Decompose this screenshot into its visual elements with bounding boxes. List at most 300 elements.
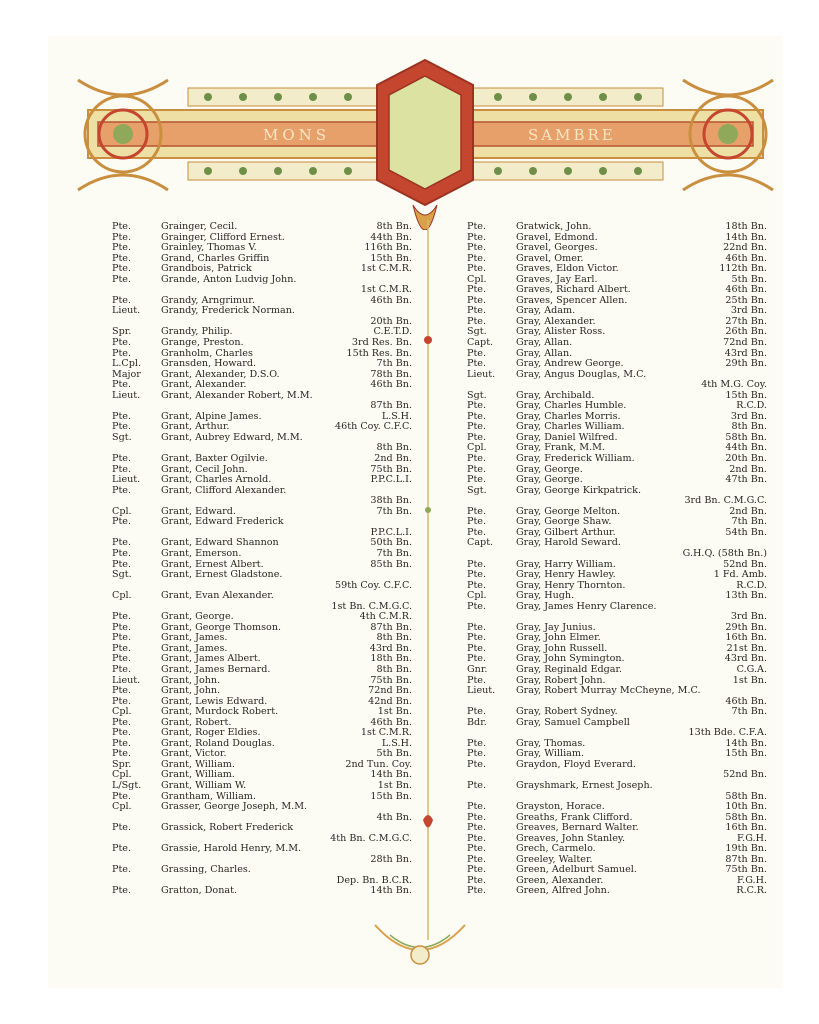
entry-rank: Pte. bbox=[112, 547, 132, 559]
roll-entry bbox=[467, 465, 767, 476]
roll-entry bbox=[112, 886, 412, 897]
entry-name: Grant, Charles Arnold. bbox=[161, 474, 272, 486]
entry-name: Grant, Roland Douglas. bbox=[161, 737, 275, 749]
roll-entry bbox=[112, 633, 412, 644]
entry-name: Gray, Samuel Campbell bbox=[516, 716, 630, 728]
entry-rank: Pte. bbox=[112, 663, 132, 675]
entry-name: Grech, Carmelo. bbox=[516, 843, 596, 855]
entry-rank: Pte. bbox=[112, 537, 132, 549]
roll-entry bbox=[112, 823, 412, 844]
entry-rank: Cpl. bbox=[112, 801, 132, 813]
entry-name: Gray, George Shaw. bbox=[516, 516, 612, 528]
banner-left-word: MONS bbox=[263, 126, 331, 144]
entry-rank: Pte. bbox=[112, 864, 132, 876]
entry-rank: Pte. bbox=[467, 853, 487, 865]
entry-name: Grant, Alexander, D.S.O. bbox=[161, 368, 280, 380]
entry-rank: Pte. bbox=[467, 421, 487, 433]
entry-unit: 72nd Bn. bbox=[368, 685, 412, 697]
roll-entry bbox=[467, 454, 767, 465]
roll-entry bbox=[467, 718, 767, 739]
entry-rank: Lieut. bbox=[467, 685, 496, 697]
entry-name: Grassick, Robert Frederick bbox=[161, 822, 294, 834]
entry-name: Grant, Victor. bbox=[161, 748, 227, 760]
roll-entry bbox=[112, 676, 412, 687]
roll-entry bbox=[467, 876, 767, 887]
roll-entry bbox=[467, 686, 767, 707]
entry-rank: Pte. bbox=[467, 653, 487, 665]
entry-name: Grant, Edward Frederick bbox=[161, 516, 284, 528]
entry-name: Green, Alfred John. bbox=[516, 885, 610, 897]
entry-name: Gray, Gilbert Arthur. bbox=[516, 526, 616, 538]
roll-entry bbox=[467, 581, 767, 592]
entry-rank: Pte. bbox=[467, 674, 487, 686]
entry-name: Gray, John Elmer. bbox=[516, 632, 601, 644]
roll-entry bbox=[112, 370, 412, 381]
entry-rank: Pte. bbox=[112, 453, 132, 465]
entry-name: Gray, Frank, M.M. bbox=[516, 442, 606, 454]
roll-entry bbox=[112, 391, 412, 412]
entry-name: Grasser, George Joseph, M.M. bbox=[161, 801, 308, 813]
entry-unit: R.C.D. bbox=[736, 579, 767, 591]
entry-rank: Pte. bbox=[112, 727, 132, 739]
entry-unit: 58th Bn. bbox=[725, 790, 767, 802]
entry-rank: Pte. bbox=[112, 685, 132, 697]
entry-name: Gray, George. bbox=[516, 474, 583, 486]
entry-name: Gray, Alexander. bbox=[516, 315, 596, 327]
illuminated-banner bbox=[58, 40, 793, 230]
entry-unit: 59th Coy. C.F.C. bbox=[335, 579, 412, 591]
entry-rank: Pte. bbox=[467, 358, 487, 370]
entry-name: Grant, Aubrey Edward, M.M. bbox=[161, 431, 303, 443]
entry-rank: Bdr. bbox=[467, 716, 487, 728]
knot-right-center bbox=[718, 124, 738, 144]
roll-entry bbox=[112, 760, 412, 771]
roll-entry bbox=[467, 665, 767, 676]
knot-left-center bbox=[113, 124, 133, 144]
entry-rank: Pte. bbox=[467, 474, 487, 486]
entry-name: Grassie, Harold Henry, M.M. bbox=[161, 843, 302, 855]
entry-unit: F.G.H. bbox=[737, 874, 767, 886]
roll-entry bbox=[467, 370, 767, 391]
roll-entry bbox=[112, 623, 412, 634]
roll-entry bbox=[112, 486, 412, 507]
roll-entry bbox=[467, 760, 767, 781]
footer-ornament bbox=[370, 905, 470, 975]
entry-name: Grayshmark, Ernest Joseph. bbox=[516, 779, 653, 791]
entry-unit: 4th C.M.R. bbox=[359, 611, 412, 623]
roll-entry bbox=[112, 275, 412, 296]
roll-entry bbox=[112, 865, 412, 886]
entry-rank: Cpl. bbox=[467, 273, 487, 285]
entry-name: Gray, Charles Humble. bbox=[516, 400, 627, 412]
entry-unit: 14th Bn. bbox=[725, 737, 767, 749]
entry-unit: G.H.Q. (58th Bn.) bbox=[682, 547, 767, 559]
entry-unit: F.G.H. bbox=[737, 832, 767, 844]
roll-entry bbox=[467, 834, 767, 845]
entry-unit: 2nd Bn. bbox=[729, 505, 767, 517]
entry-rank: Pte. bbox=[467, 252, 487, 264]
entry-name: Grandy, Frederick Norman. bbox=[161, 305, 295, 317]
entry-rank: Pte. bbox=[467, 737, 487, 749]
roll-entry bbox=[112, 644, 412, 655]
entry-rank: Pte. bbox=[112, 484, 132, 496]
roll-entry bbox=[467, 338, 767, 349]
entry-unit: 58th Bn. bbox=[725, 431, 767, 443]
entry-unit: 52nd Bn. bbox=[723, 558, 767, 570]
entry-name: Gray, Allan. bbox=[516, 347, 573, 359]
entry-name: Grant, James. bbox=[161, 642, 228, 654]
entry-name: Gray, Charles Morris. bbox=[516, 410, 621, 422]
entry-unit: 75th Bn. bbox=[370, 463, 412, 475]
roll-entry bbox=[112, 549, 412, 560]
entry-unit: 2nd Tun. Coy. bbox=[345, 758, 412, 770]
entry-rank: Pte. bbox=[112, 737, 132, 749]
entry-rank: Pte. bbox=[467, 706, 487, 718]
entry-name: Grant, James. bbox=[161, 632, 228, 644]
roll-entry bbox=[467, 623, 767, 634]
entry-unit: 7th Bn. bbox=[376, 547, 412, 559]
entry-name: Gransden, Howard. bbox=[161, 358, 257, 370]
entry-unit: 18th Bn. bbox=[370, 653, 412, 665]
entry-name: Graves, Jay Earl. bbox=[516, 273, 598, 285]
entry-name: Gray, James Henry Clarence. bbox=[516, 600, 657, 612]
entry-rank: Pte. bbox=[467, 832, 487, 844]
entry-unit: 1 Fd. Amb. bbox=[713, 569, 767, 581]
entry-name: Gray, Charles William. bbox=[516, 421, 625, 433]
roll-entry bbox=[112, 739, 412, 750]
roll-entry bbox=[112, 349, 412, 360]
entry-unit: 14th Bn. bbox=[725, 231, 767, 243]
roll-entry bbox=[467, 233, 767, 244]
entry-name: Grandbois, Patrick bbox=[161, 263, 252, 275]
entry-unit: C.G.A. bbox=[736, 663, 767, 675]
entry-unit: 78th Bn. bbox=[370, 368, 412, 380]
entry-unit: 21st Bn. bbox=[726, 642, 767, 654]
column-divider bbox=[421, 220, 435, 940]
entry-unit: 1st Bn. bbox=[377, 706, 412, 718]
roll-entry bbox=[467, 486, 767, 507]
entry-unit: 8th Bn. bbox=[731, 421, 767, 433]
entry-unit: 87th Bn. bbox=[370, 621, 412, 633]
entry-name: Grant, Alexander. bbox=[161, 379, 247, 391]
entry-name: Gray, Hugh. bbox=[516, 590, 575, 602]
entry-unit: 25th Bn. bbox=[725, 294, 767, 306]
entry-rank: Pte. bbox=[112, 410, 132, 422]
entry-name: Gray, Robert Murray McCheyne, M.C. bbox=[516, 685, 701, 697]
entry-unit: 50th Bn. bbox=[370, 537, 412, 549]
entry-rank: Pte. bbox=[467, 864, 487, 876]
entry-unit: 1st C.M.R. bbox=[360, 263, 412, 275]
entry-rank: Pte. bbox=[112, 843, 132, 855]
entry-unit: 7th Bn. bbox=[376, 505, 412, 517]
entry-unit: 116th Bn. bbox=[364, 242, 412, 254]
roll-entry bbox=[112, 222, 412, 233]
roll-entry bbox=[112, 517, 412, 538]
entry-rank: Pte. bbox=[112, 885, 132, 897]
entry-rank: Lieut. bbox=[112, 674, 141, 686]
roll-entry bbox=[467, 296, 767, 307]
roll-entry bbox=[112, 538, 412, 549]
entry-rank: Cpl. bbox=[112, 769, 132, 781]
entry-rank: Pte. bbox=[112, 231, 132, 243]
entry-name: Grant, Robert. bbox=[161, 716, 232, 728]
entry-name: Granholm, Charles bbox=[161, 347, 253, 359]
entry-name: Grant, George Thomson. bbox=[161, 621, 282, 633]
entry-rank: Pte. bbox=[467, 410, 487, 422]
right-column bbox=[467, 222, 767, 897]
entry-rank: Pte. bbox=[467, 505, 487, 517]
entry-unit: 43rd Bn. bbox=[369, 642, 412, 654]
entry-name: Greeley, Walter. bbox=[516, 853, 593, 865]
entry-rank: Spr. bbox=[112, 758, 132, 770]
entry-name: Green, Adelburt Samuel. bbox=[516, 864, 637, 876]
entry-unit: L.S.H. bbox=[381, 410, 412, 422]
entry-name: Grant, William. bbox=[161, 769, 235, 781]
entry-unit: 15th Bn. bbox=[370, 252, 412, 264]
entry-name: Gray, Alister Ross. bbox=[516, 326, 606, 338]
entry-rank: Capt. bbox=[467, 337, 494, 349]
entry-unit: 1st C.M.R. bbox=[360, 284, 412, 296]
entry-rank: Cpl. bbox=[467, 590, 487, 602]
entry-rank: Sgt. bbox=[467, 484, 487, 496]
entry-unit: 44th Bn. bbox=[370, 231, 412, 243]
roll-entry bbox=[112, 433, 412, 454]
entry-unit: 13th Bn. bbox=[725, 590, 767, 602]
entry-unit: 87th Bn. bbox=[370, 400, 412, 412]
roll-entry bbox=[112, 707, 412, 718]
entry-unit: 22nd Bn. bbox=[723, 242, 767, 254]
entry-rank: Gnr. bbox=[467, 663, 488, 675]
roll-entry bbox=[112, 665, 412, 676]
entry-unit: 29th Bn. bbox=[725, 358, 767, 370]
entry-unit: 1st Bn. bbox=[377, 779, 412, 791]
entry-unit: 3rd Bn. bbox=[730, 410, 767, 422]
entry-unit: 15th Res. Bn. bbox=[346, 347, 412, 359]
entry-name: Gray, John Russell. bbox=[516, 642, 608, 654]
entry-name: Gray, Thomas. bbox=[516, 737, 586, 749]
entry-name: Gray, Henry Hawley. bbox=[516, 569, 616, 581]
entry-name: Greaves, Bernard Walter. bbox=[516, 822, 639, 834]
entry-unit: 3rd Bn. C.M.G.C. bbox=[684, 495, 767, 507]
entry-unit: 46th Bn. bbox=[725, 695, 767, 707]
entry-rank: Pte. bbox=[112, 695, 132, 707]
entry-unit: 1st C.M.R. bbox=[360, 727, 412, 739]
entry-rank: Pte. bbox=[467, 843, 487, 855]
entry-rank: Cpl. bbox=[112, 590, 132, 602]
central-hexagon-inner bbox=[389, 76, 461, 189]
entry-rank: Pte. bbox=[467, 779, 487, 791]
entry-name: Gray, Harold Seward. bbox=[516, 537, 621, 549]
entry-name: Greaves, John Stanley. bbox=[516, 832, 626, 844]
entry-rank: Lieut. bbox=[112, 305, 141, 317]
entry-name: Grant, James Bernard. bbox=[161, 663, 271, 675]
entry-unit: 1st Bn. C.M.G.C. bbox=[331, 600, 412, 612]
entry-rank: Pte. bbox=[112, 516, 132, 528]
roll-entry bbox=[112, 454, 412, 465]
entry-name: Gray, John Symington. bbox=[516, 653, 625, 665]
entry-name: Gray, Angus Douglas, M.C. bbox=[516, 368, 647, 380]
entry-rank: Sgt. bbox=[112, 569, 132, 581]
entry-unit: 19th Bn. bbox=[725, 843, 767, 855]
entry-unit: 2nd Bn. bbox=[729, 463, 767, 475]
entry-name: Grandy, Philip. bbox=[161, 326, 233, 338]
roll-entry bbox=[467, 507, 767, 518]
entry-unit: P.P.C.L.I. bbox=[370, 474, 412, 486]
entry-rank: Pte. bbox=[467, 801, 487, 813]
roll-entry bbox=[467, 433, 767, 444]
roll-entry bbox=[467, 865, 767, 876]
entry-name: Gratwick, John. bbox=[516, 221, 592, 232]
roll-entry bbox=[467, 886, 767, 897]
entry-rank: Pte. bbox=[112, 252, 132, 264]
entry-rank: Pte. bbox=[467, 242, 487, 254]
roll-entry bbox=[467, 306, 767, 317]
entry-unit: 2nd Bn. bbox=[374, 453, 412, 465]
entry-rank: Pte. bbox=[467, 600, 487, 612]
entry-rank: Pte. bbox=[112, 263, 132, 275]
entry-name: Grainger, Cecil. bbox=[161, 221, 238, 232]
banner-right-word: SAMBRE bbox=[528, 126, 616, 144]
entry-name: Grant, Edward. bbox=[161, 505, 236, 517]
entry-name: Grant, John. bbox=[161, 685, 221, 697]
roll-entry bbox=[467, 327, 767, 338]
entry-unit: C.E.T.D. bbox=[373, 326, 412, 338]
entry-rank: Pte. bbox=[112, 347, 132, 359]
entry-unit: 20th Bn. bbox=[725, 453, 767, 465]
entry-rank: Pte. bbox=[112, 558, 132, 570]
entry-rank: Lieut. bbox=[112, 389, 141, 401]
entry-unit: 16th Bn. bbox=[725, 632, 767, 644]
entry-name: Gray, William. bbox=[516, 748, 585, 760]
entry-unit: 85th Bn. bbox=[370, 558, 412, 570]
entry-rank: Pte. bbox=[467, 822, 487, 834]
entry-name: Gray, George Kirkpatrick. bbox=[516, 484, 642, 496]
entry-unit: Dep. Bn. B.C.R. bbox=[336, 874, 412, 886]
entry-unit: 8th Bn. bbox=[376, 632, 412, 644]
left-column bbox=[112, 222, 412, 897]
entry-unit: 52nd Bn. bbox=[723, 769, 767, 781]
entry-rank: Capt. bbox=[467, 537, 494, 549]
entry-unit: 54th Bn. bbox=[725, 526, 767, 538]
entry-rank: Pte. bbox=[112, 242, 132, 254]
entry-name: Grant, William W. bbox=[161, 779, 247, 791]
entry-name: Grant, Evan Alexander. bbox=[161, 590, 274, 602]
entry-name: Grayston, Horace. bbox=[516, 801, 605, 813]
entry-name: Grantham, William. bbox=[161, 790, 256, 802]
entry-rank: Pte. bbox=[467, 642, 487, 654]
entry-name: Gray, Archibald. bbox=[516, 389, 595, 401]
entry-name: Gray, Andrew George. bbox=[516, 358, 624, 370]
entry-name: Green, Alexander. bbox=[516, 874, 604, 886]
entry-name: Grandy, Arngrimur. bbox=[161, 294, 255, 306]
entry-unit: 112th Bn. bbox=[719, 263, 767, 275]
entry-name: Grant, Roger Eldies. bbox=[161, 727, 261, 739]
entry-name: Grainley, Thomas V. bbox=[161, 242, 257, 254]
entry-name: Grainger, Clifford Ernest. bbox=[161, 231, 285, 243]
entry-rank: Lieut. bbox=[112, 474, 141, 486]
entry-rank: Pte. bbox=[467, 284, 487, 296]
entry-name: Gravel, Omer. bbox=[516, 252, 584, 264]
roll-entry bbox=[467, 538, 767, 559]
entry-rank: Pte. bbox=[467, 453, 487, 465]
roll-entry bbox=[467, 243, 767, 254]
entry-name: Grant, James Albert. bbox=[161, 653, 261, 665]
entry-rank: Pte. bbox=[467, 621, 487, 633]
entry-rank: Pte. bbox=[467, 463, 487, 475]
entry-name: Grant, William. bbox=[161, 758, 235, 770]
entry-rank: Pte. bbox=[467, 263, 487, 275]
entry-unit: 46th Bn. bbox=[725, 284, 767, 296]
entry-unit: 46th Bn. bbox=[370, 294, 412, 306]
entry-unit: 1st Bn. bbox=[732, 674, 767, 686]
entry-unit: 46th Coy. C.F.C. bbox=[335, 421, 412, 433]
entry-rank: Pte. bbox=[112, 653, 132, 665]
entry-unit: 28th Bn. bbox=[370, 853, 412, 865]
entry-rank: Pte. bbox=[467, 526, 487, 538]
entry-rank: Pte. bbox=[467, 315, 487, 327]
entry-unit: 5th Bn. bbox=[376, 748, 412, 760]
entry-name: Gray, Frederick William. bbox=[516, 453, 635, 465]
entry-unit: 27th Bn. bbox=[725, 315, 767, 327]
entry-rank: Pte. bbox=[467, 632, 487, 644]
entry-rank: Sgt. bbox=[112, 431, 132, 443]
entry-unit: 29th Bn. bbox=[725, 621, 767, 633]
roll-entry bbox=[467, 739, 767, 750]
entry-unit: 7th Bn. bbox=[376, 358, 412, 370]
entry-rank: Pte. bbox=[467, 431, 487, 443]
roll-entry bbox=[467, 264, 767, 275]
entry-name: Grant, Alpine James. bbox=[161, 410, 262, 422]
entry-unit: 3rd Bn. bbox=[730, 611, 767, 623]
entry-name: Grant, Emerson. bbox=[161, 547, 242, 559]
entry-rank: Pte. bbox=[467, 294, 487, 306]
entry-name: Graves, Richard Albert. bbox=[516, 284, 631, 296]
entry-name: Grand, Charles Griffin bbox=[161, 252, 270, 264]
entry-unit: 46th Bn. bbox=[370, 716, 412, 728]
entry-name: Grassing, Charles. bbox=[161, 864, 251, 876]
entry-unit: 15th Bn. bbox=[370, 790, 412, 802]
entry-unit: 58th Bn. bbox=[725, 811, 767, 823]
entry-name: Gray, George. bbox=[516, 463, 583, 475]
entry-unit: 8th Bn. bbox=[376, 663, 412, 675]
entry-rank: Pte. bbox=[112, 273, 132, 285]
entry-unit: 46th Bn. bbox=[370, 379, 412, 391]
entry-name: Grant, Clifford Alexander. bbox=[161, 484, 287, 496]
entry-name: Grant, Murdock Robert. bbox=[161, 706, 279, 718]
entry-unit: 47th Bn. bbox=[725, 474, 767, 486]
entry-unit: 43rd Bn. bbox=[724, 653, 767, 665]
entry-rank: Sgt. bbox=[467, 326, 487, 338]
entry-name: Graves, Eldon Victor. bbox=[516, 263, 619, 275]
entry-unit: R.C.R. bbox=[736, 885, 767, 897]
entry-unit: 46th Bn. bbox=[725, 252, 767, 264]
entry-rank: Sgt. bbox=[467, 389, 487, 401]
roll-entry bbox=[467, 844, 767, 855]
entry-unit: R.C.D. bbox=[736, 400, 767, 412]
entry-rank: Pte. bbox=[112, 611, 132, 623]
entry-rank: Pte. bbox=[112, 294, 132, 306]
entry-unit: 75th Bn. bbox=[370, 674, 412, 686]
entry-name: Graves, Spencer Allen. bbox=[516, 294, 628, 306]
entry-rank: Pte. bbox=[467, 347, 487, 359]
entry-unit: 38th Bn. bbox=[370, 495, 412, 507]
entry-name: Gray, Adam. bbox=[516, 305, 576, 317]
entry-unit: 16th Bn. bbox=[725, 822, 767, 834]
entry-unit: 72nd Bn. bbox=[723, 337, 767, 349]
entry-rank: Pte. bbox=[112, 642, 132, 654]
entry-rank: Pte. bbox=[467, 811, 487, 823]
entry-unit: 10th Bn. bbox=[725, 801, 767, 813]
